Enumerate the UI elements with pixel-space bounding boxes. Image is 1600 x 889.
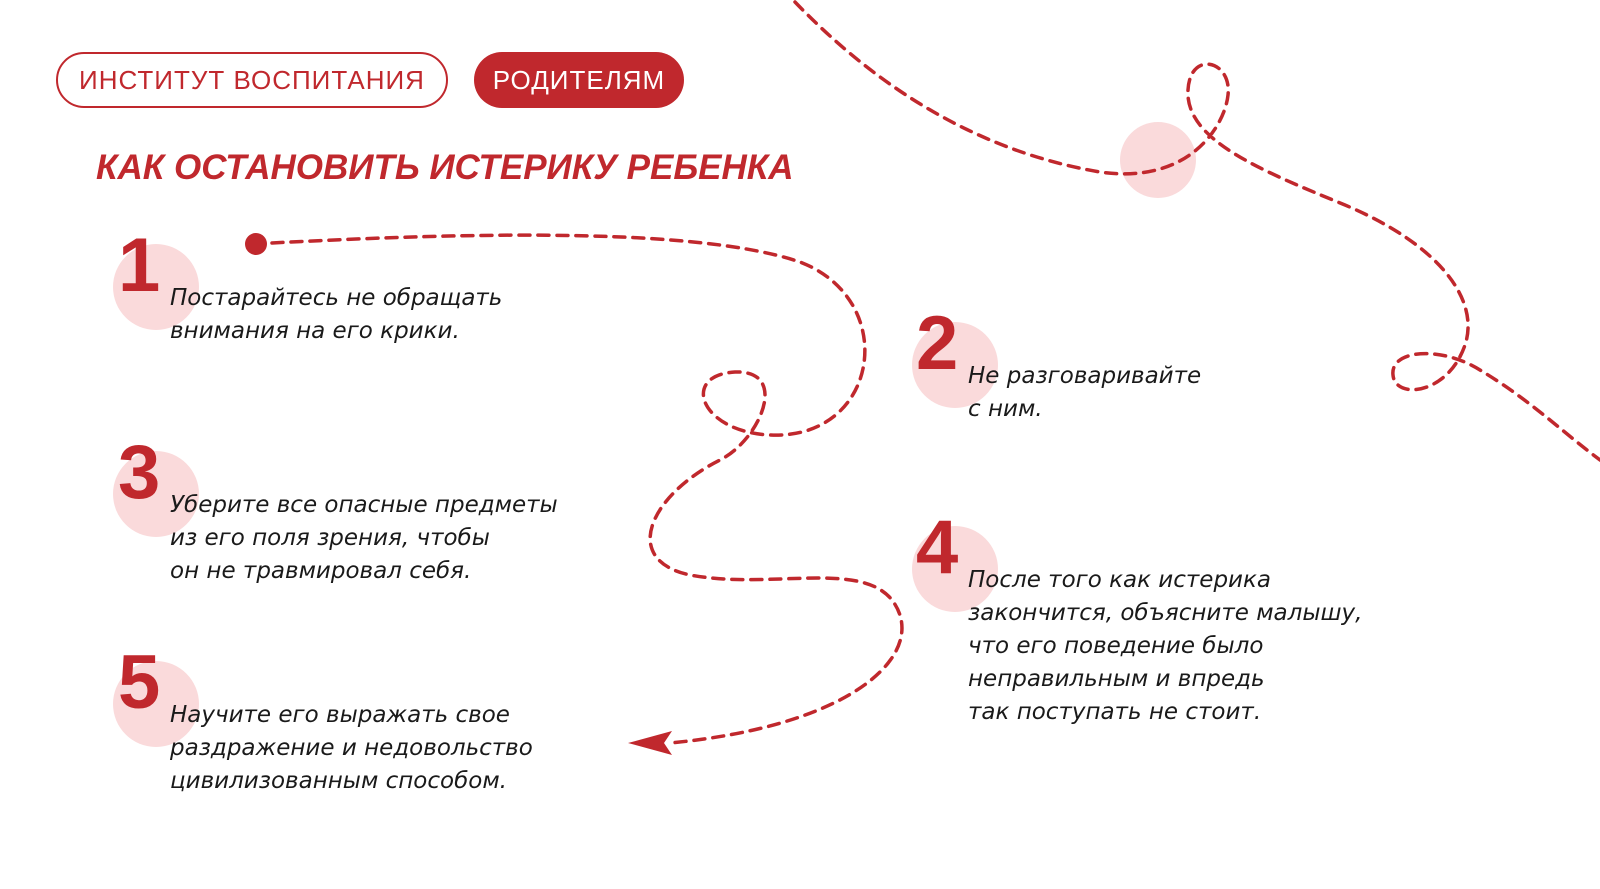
page-title: КАК ОСТАНОВИТЬ ИСТЕРИКУ РЕБЕНКА (96, 148, 794, 187)
step-text-line: он не травмировал себя. (170, 558, 472, 584)
step-text (170, 699, 533, 798)
path-start-dot (245, 233, 267, 255)
step-text-line: Научите его выражать свое (170, 702, 510, 728)
path-arrow-head (628, 731, 672, 755)
step-text-line: что его поведение было (968, 633, 1264, 659)
step-number: 1 (118, 223, 161, 308)
step-text-line: раздражение и недовольство (170, 735, 533, 761)
step-text-line: закончится, объясните малышу, (968, 600, 1363, 626)
step-text-line: Уберите все опасные предметы (170, 492, 558, 518)
step-text-line: с ним. (968, 396, 1043, 422)
step-text-line: Постарайтесь не обращать (170, 285, 503, 311)
step-text-line: внимания на его крики. (170, 318, 460, 344)
step-text-line: Не разговаривайте (968, 363, 1202, 389)
step-number: 3 (118, 430, 161, 515)
step-text (170, 282, 502, 348)
tag-institute: ИНСТИТУТ ВОСПИТАНИЯ (56, 52, 448, 108)
step-text-line: из его поля зрения, чтобы (170, 525, 490, 551)
step-text (968, 360, 1201, 426)
step-text (968, 564, 1362, 729)
step-number: 5 (118, 640, 161, 725)
step-number: 2 (916, 301, 959, 386)
step-text-line: так поступать не стоит. (968, 699, 1262, 725)
tag-parents: РОДИТЕЛЯМ (474, 52, 684, 108)
step-text-line: цивилизованным способом. (170, 768, 507, 794)
step-number: 4 (916, 505, 959, 590)
step-text-line: неправильным и впредь (968, 666, 1265, 692)
step-text-line: После того как истерика (968, 567, 1271, 593)
step-text (170, 489, 558, 588)
